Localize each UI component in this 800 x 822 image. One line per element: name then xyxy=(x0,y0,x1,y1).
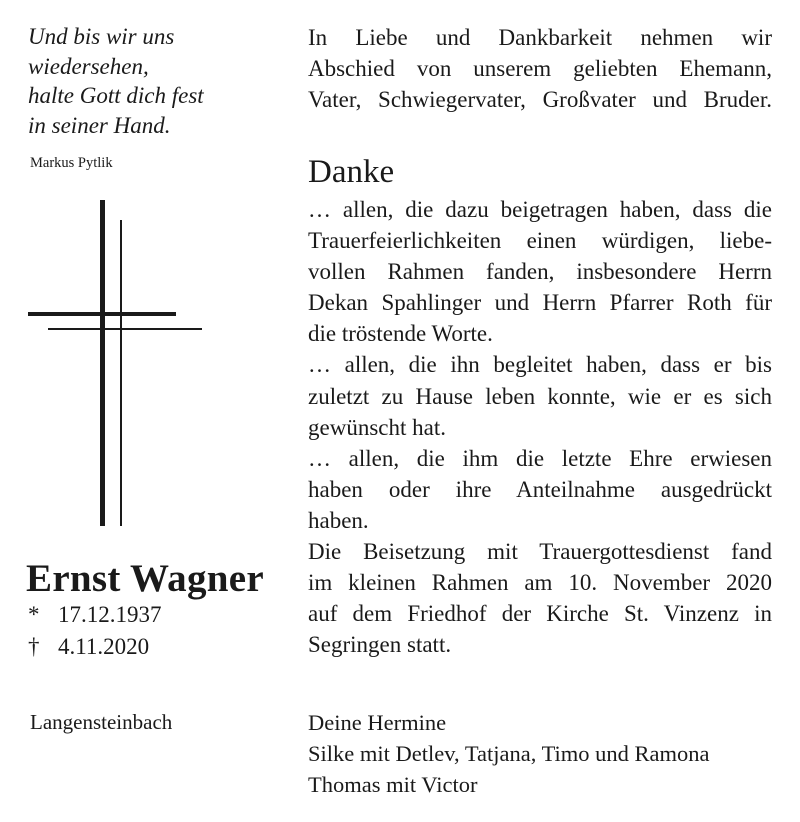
birth-symbol: * xyxy=(28,602,40,627)
poem xyxy=(28,22,278,140)
thanks-line: … allen, die ihm die letzte Ehre erwiesen xyxy=(308,445,772,471)
cross-thick-vertical xyxy=(100,200,105,526)
thanks-line: gewünscht hat. xyxy=(308,414,446,440)
thanks-heading: Danke xyxy=(308,154,395,190)
place: Langensteinbach xyxy=(30,710,173,734)
death-symbol: † xyxy=(28,634,40,659)
thanks-line: die tröstende Worte. xyxy=(308,321,493,347)
signature-line: Silke mit Detlev, Tatjana, Timo und Ramona xyxy=(308,740,710,766)
signature-line: Deine Hermine xyxy=(308,710,447,735)
death-row xyxy=(28,631,162,663)
intro-line: Abschied von unserem geliebten Ehemann, xyxy=(308,56,772,81)
signatures xyxy=(308,708,710,800)
thanks-line: … allen, die ihn begleitet haben, dass er bis xyxy=(308,352,772,378)
birth-date: 17.12.1937 xyxy=(58,602,162,627)
life-dates xyxy=(28,599,162,663)
thanks-line: haben. xyxy=(308,507,369,533)
thanks-line: zuletzt zu Hause leben konnte, wie er es sich xyxy=(308,383,772,409)
thanks-line: Dekan Spahlinger und Herrn Pfarrer Roth für xyxy=(308,290,772,316)
birth-row xyxy=(28,599,162,631)
thanks-line: Segringen statt. xyxy=(308,632,452,658)
intro-line: In Liebe und Dankbarkeit nehmen wir xyxy=(308,25,772,50)
poem-line: wiedersehen, xyxy=(28,53,149,79)
cross-thick-horizontal xyxy=(28,312,176,316)
thanks-line: … allen, die dazu beigetragen haben, dass die xyxy=(308,197,772,222)
death-date: 4.11.2020 xyxy=(58,634,150,659)
intro-line: Vater, Schwiegervater, Großvater und Bruder. xyxy=(308,87,772,112)
deceased-name: Ernst Wagner xyxy=(26,557,264,600)
cross-thin-vertical xyxy=(120,220,122,526)
signature-line: Thomas mit Victor xyxy=(308,771,478,797)
thanks-line: im kleinen Rahmen am 10. November 2020 xyxy=(308,570,772,596)
thanks-line: vollen Rahmen fanden, insbesondere Herrn xyxy=(308,259,772,285)
thanks-line: Trauerfeierlichkeiten einen würdigen, liebe- xyxy=(308,228,772,254)
thanks-body xyxy=(308,194,772,660)
cross-icon xyxy=(28,200,208,530)
poem-line: halte Gott dich fest xyxy=(28,83,204,108)
poem-author: Markus Pytlik xyxy=(30,155,113,171)
poem-line: Und bis wir uns xyxy=(28,24,175,49)
thanks-line: Die Beisetzung mit Trauergottesdienst fand xyxy=(308,539,772,565)
poem-line: in seiner Hand. xyxy=(28,112,171,138)
thanks-line: auf dem Friedhof der Kirche St. Vinzenz in xyxy=(308,601,772,627)
thanks-line: haben oder ihre Anteilnahme ausgedrückt xyxy=(308,476,772,502)
cross-thin-horizontal xyxy=(48,328,202,330)
intro-text xyxy=(308,22,772,115)
